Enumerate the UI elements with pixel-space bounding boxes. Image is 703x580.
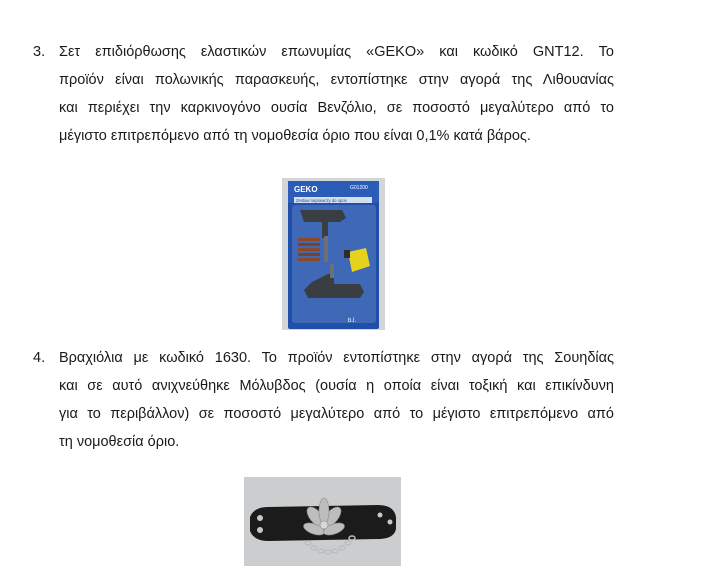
package-code: G01200 xyxy=(350,185,368,191)
package-brand: GEKO xyxy=(294,185,318,194)
item-line: Βραχιόλια με κωδικό 1630. Το προϊόν εντοπίστηκε στην αγορά της Σουηδίας xyxy=(59,350,614,366)
item-line: και περιέχει την καρκινογόνο ουσία Βενζόλιο, σε ποσοστό μεγαλύτερο από το xyxy=(59,100,614,116)
item-number: 4. xyxy=(33,350,46,366)
item-line: για το περιβάλλον) σε ποσοστό μεγαλύτερο από το μέγιστο επιτρεπόμενο από xyxy=(59,406,614,422)
svg-text:b.l.: b.l. xyxy=(348,318,357,324)
item-description xyxy=(59,38,614,150)
package-caption: Zestaw naprawczy do opon xyxy=(296,198,347,203)
item-line: τη νομοθεσία όριο. xyxy=(59,434,180,450)
item-description xyxy=(59,344,614,456)
item-number: 3. xyxy=(33,44,46,60)
item-line: προϊόν είναι πολωνικής παρασκευής, εντοπίστηκε στην αγορά της Λιθουανίας xyxy=(59,72,614,88)
tire-repair-kit-photo xyxy=(282,178,385,330)
item-line: Σετ επιδιόρθωσης ελαστικών επωνυμίας «GEKO» και κωδικό GNT12. Το xyxy=(59,44,614,60)
item-line: και σε αυτό ανιχνεύθηκε Μόλυβδος (ουσία η οποία είναι τοξική και επικίνδυνη xyxy=(59,378,614,394)
item-line: μέγιστο επιτρεπόμενο από τη νομοθεσία όριο που είναι 0,1% κατά βάρος. xyxy=(59,128,531,144)
bracelet-photo xyxy=(244,477,401,566)
